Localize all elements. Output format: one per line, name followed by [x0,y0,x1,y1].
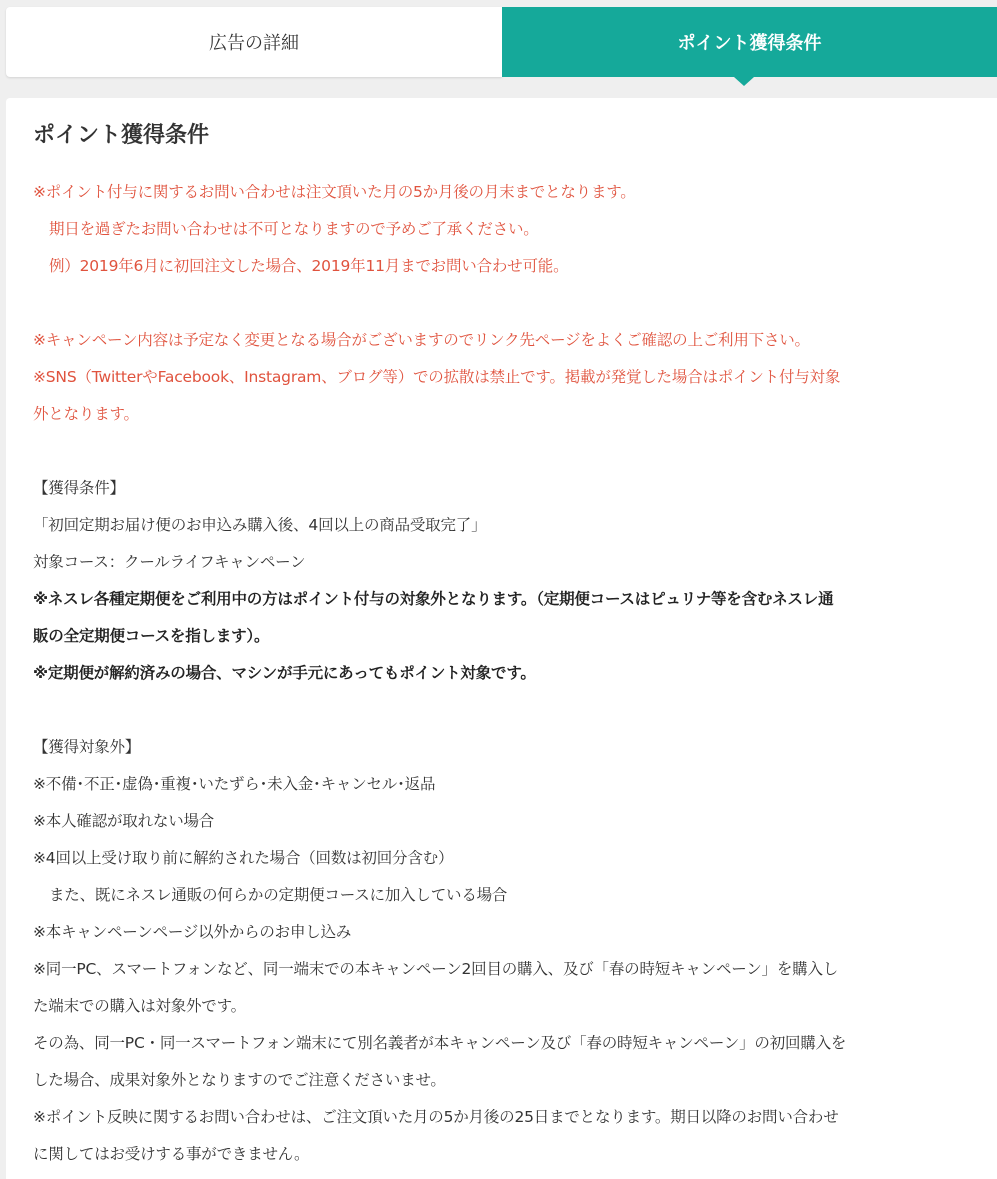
notice-sns-prohibited: ※SNS（TwitterやFacebook、Instagram、ブログ等）での拡散は禁止です。掲載が発覚した場合はポイント付与対象 [33,368,841,386]
notice-inquiry-unavailable: 期日を過ぎたお問い合わせは不可となりますので予めご了承ください。 [49,220,539,238]
spacer [33,285,977,322]
tab-point-conditions-label: ポイント獲得条件 [677,33,822,54]
exclusion-item: ※同一PC、スマートフォンなど、同一端末での本キャンペーン2回目の購入、及び「春の時短キャンペーン」を購入し [33,960,839,978]
bold-notice-existing-subscribers: ※ネスレ各種定期便をご利用中の方はポイント付与の対象外となります。（定期便コースはピュリナ等を含むネスレ通 [33,590,834,608]
tab-bar [6,7,997,77]
tab-point-conditions[interactable] [502,7,997,77]
spacer [33,692,977,729]
exclusions-heading: 【獲得対象外】 [33,738,141,756]
tab-ad-details-label: 広告の詳細 [209,33,299,54]
exclusion-item-cont: また、既にネスレ通販の何らかの定期便コースに加入している場合 [49,886,508,904]
exclusion-item: ※本キャンペーンページ以外からのお申し込み [33,923,352,941]
exclusion-item-cont: に関してはお受けする事ができません。 [33,1145,310,1163]
active-tab-arrow-icon [734,77,754,86]
notice-inquiry-example: 例）2019年6月に初回注文した場合、2019年11月までお問い合わせ可能。 [49,257,569,275]
spacer [33,433,977,470]
exclusion-item: ※4回以上受け取り前に解約された場合（回数は初回分含む） [33,849,454,867]
exclusion-item: ※ポイント反映に関するお問い合わせは、ご注文頂いた月の5か月後の25日までとなります。期日以降のお問い合わせ [33,1108,839,1126]
exclusion-item-cont: た端末での購入は対象外です。 [33,997,246,1015]
exclusion-item: ※不備･不正･虚偽･重複･いたずら･未入金･キャンセル･返品 [33,775,436,793]
exclusion-item: その為、同一PC・同一スマートフォン端末にて別名義者が本キャンペーン及び「春の時短キャンペーン」の初回購入を [33,1034,847,1052]
bold-notice-cancelled-subscription: ※定期便が解約済みの場合、マシンが手元にあってもポイント対象です。 [33,664,536,682]
tab-ad-details[interactable] [6,7,502,77]
acquisition-condition: 「初回定期お届け便のお申込み購入後、4回以上の商品受取完了」 [33,516,487,534]
target-course: 対象コース：クールライフキャンペーン [33,553,306,571]
bold-notice-existing-subscribers-cont: 販の全定期便コースを指します）。 [33,627,270,645]
exclusion-item: ※本人確認が取れない場合 [33,812,215,830]
acquisition-heading: 【獲得条件】 [33,479,125,497]
panel-title: ポイント獲得条件 [33,123,210,148]
exclusion-item-cont: した場合、成果対象外となりますのでご注意くださいませ。 [33,1071,446,1089]
conditions-panel [6,98,997,1179]
notice-inquiry-deadline: ※ポイント付与に関するお問い合わせは注文頂いた月の5か月後の月末までとなります。 [33,183,636,201]
notice-sns-prohibited-cont: 外となります。 [33,405,139,423]
conditions-content [33,174,977,1173]
notice-campaign-change: ※キャンペーン内容は予定なく変更となる場合がございますのでリンク先ページをよくご確認の上ご利用下さい。 [33,331,810,349]
